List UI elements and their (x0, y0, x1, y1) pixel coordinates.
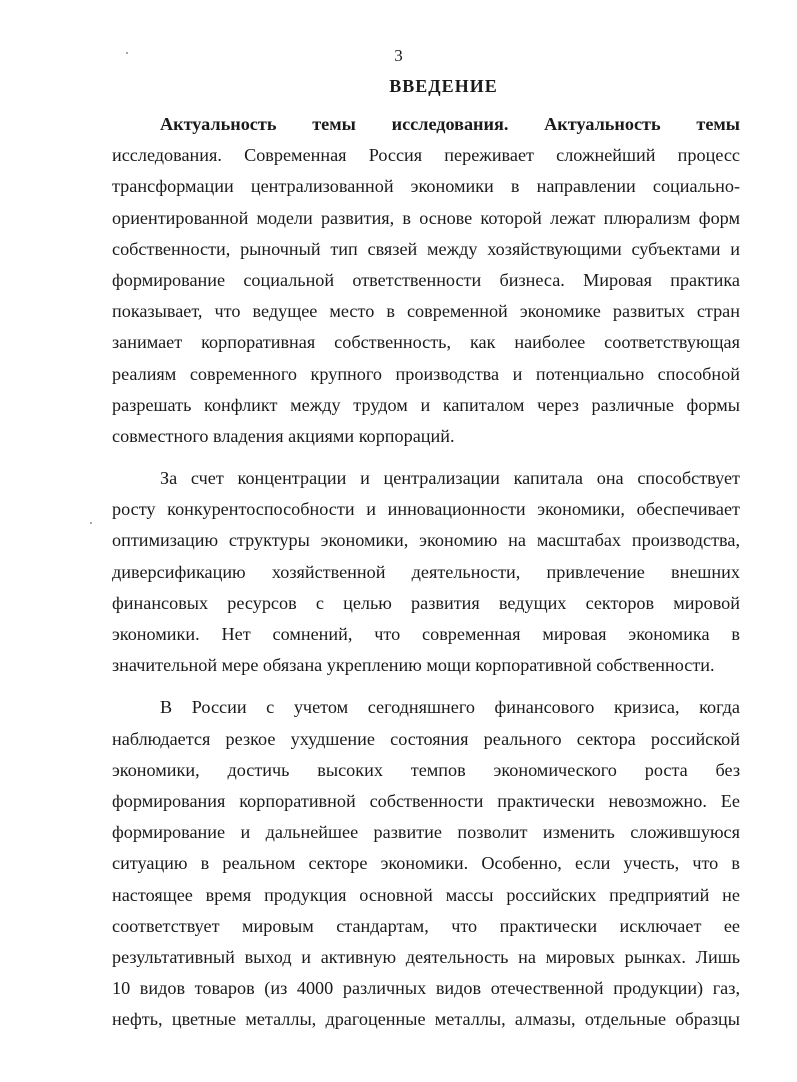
page-number: 3 (394, 46, 403, 65)
text-line: значительной мере обязана укреплению мощи корпоративной собственности. (112, 655, 715, 676)
text-line: трансформации централизованной экономики в направлении социально- (112, 176, 740, 197)
section-heading: ВВЕДЕНИЕ (389, 76, 498, 96)
text-line: наблюдается резкое ухудшение состояния реального сектора российской (112, 728, 740, 749)
text-line: 10 видов товаров (из 4000 различных видов отечественной продукции) газ, (112, 978, 740, 999)
text-line: собственности, рыночный тип связей между хозяйствующими субъектами и (112, 238, 740, 259)
text-line: Актуальность темы исследования. Актуальность темы (160, 114, 740, 134)
text-line: реалиям современного крупного производства и потенциально способной (112, 363, 740, 384)
text-line: оптимизацию структуры экономики, экономию на масштабах производства, (112, 530, 740, 551)
text-line: экономики. Нет сомнений, что современная мировая экономика в (112, 624, 740, 644)
text-line: совместного владения акциями корпораций. (112, 425, 455, 446)
text-line: настоящее время продукция основной массы российских предприятий не (112, 884, 740, 905)
paragraph-3 (112, 692, 740, 1035)
scan-speck (126, 52, 128, 54)
text-line: занимает корпоративная собственность, как наиболее соответствующая (112, 332, 740, 353)
text-line: разрешать конфликт между трудом и капиталом через различные формы (112, 394, 740, 415)
text-line: формирование социальной ответственности бизнеса. Мировая практика (112, 269, 740, 290)
document-body (112, 109, 740, 1035)
text-line: формирование и дальнейшее развитие позволит изменить сложившуюся (112, 822, 740, 843)
scan-speck (90, 522, 92, 524)
text-line: соответствует мировым стандартам, что практически исключает ее (112, 915, 740, 936)
text-line: росту конкурентоспособности и инновационности экономики, обеспечивает (112, 499, 740, 520)
text-line: нефть, цветные металлы, драгоценные металлы, алмазы, отдельные образцы (112, 1009, 740, 1030)
paragraph-2 (112, 463, 740, 681)
paragraph-1 (112, 109, 740, 452)
text-line: ориентированной модели развития, в основе которой лежат плюрализм форм (112, 207, 740, 228)
text-line: За счет концентрации и централизации капитала она способствует (160, 468, 740, 489)
text-line: формирования корпоративной собственности практически невозможно. Ее (112, 790, 740, 811)
text-line: экономики, достичь высоких темпов экономического роста без (112, 759, 740, 780)
text-line: В России с учетом сегодняшнего финансового кризиса, когда (160, 697, 740, 718)
text-line: диверсификацию хозяйственной деятельности, привлечение внешних (112, 561, 740, 582)
text-line: показывает, что ведущее место в современной экономике развитых стран (112, 301, 740, 322)
text-line: финансовых ресурсов с целью развития ведущих секторов мировой (112, 592, 740, 613)
text-line: результативный выход и активную деятельность на мировых рынках. Лишь (112, 946, 740, 967)
text-line: исследования. Современная Россия переживает сложнейший процесс (112, 145, 740, 166)
text-line: ситуацию в реальном секторе экономики. Особенно, если учесть, что в (112, 853, 740, 874)
